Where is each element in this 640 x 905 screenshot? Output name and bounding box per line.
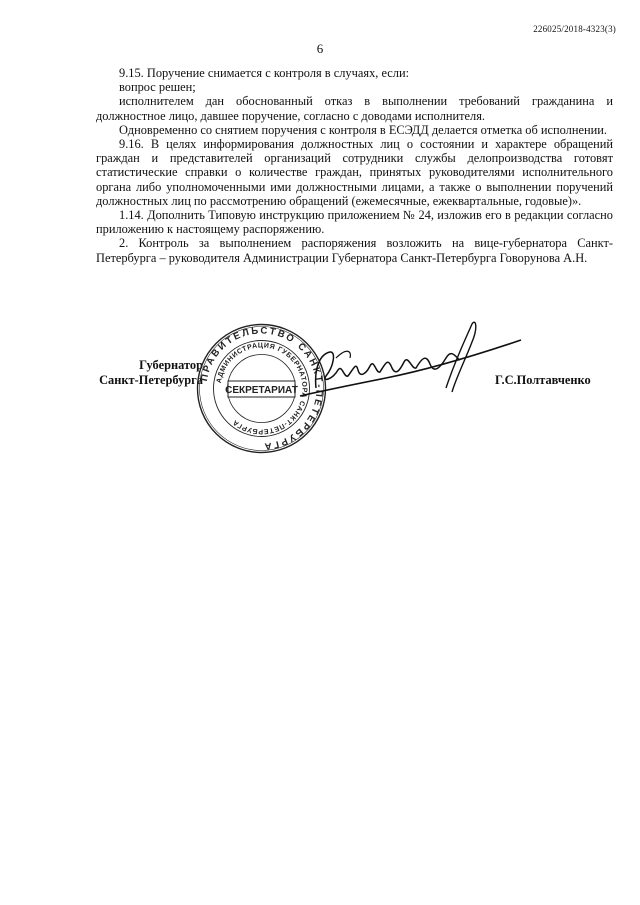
document-number: 226025/2018-4323(3)	[533, 24, 616, 34]
seal-outer-text: ПРАВИТЕЛЬСТВО САНКТ-ПЕТЕРБУРГА	[198, 325, 325, 452]
paragraph-9-15: 9.15. Поручение снимается с контроля в случаях, если:	[119, 66, 410, 80]
paragraph-issue-resolved: вопрос решен;	[119, 80, 196, 95]
paragraph-esedd-mark: Одновременно со снятием поручения с контроля в ЕСЭДД делается отметка об исполнении.	[119, 122, 607, 137]
signatory-title	[97, 358, 203, 388]
paragraph-justified-refusal: исполнителем дан обоснованный отказ в выполнении требований гражданина и должностное лицо, давшее поручение, согласно с доводами исполнителя.	[96, 94, 613, 123]
paragraph-2-control: 2. Контроль за выполнением распоряжения возложить на вице-губернатора Санкт-Петербурга – руководителя Администрации Губернатора Санкт-Петербурга Говорунова А.Н.	[96, 236, 613, 265]
seal-center-text: СЕКРЕТАРИАТ	[225, 385, 298, 396]
seal-inner-text: АДМИНИСТРАЦИЯ ГУБЕРНАТОРА САНКТ-ПЕТЕРБУРГА	[215, 342, 308, 435]
document-body	[96, 66, 613, 265]
signatory-title-line2: Санкт-Петербурга	[99, 373, 203, 387]
paragraph-1-14: 1.14. Дополнить Типовую инструкцию приложением № 24, изложив его в редакции согласно приложению к настоящему распоряжению.	[96, 208, 613, 237]
signatory-name: Г.С.Полтавченко	[495, 373, 591, 387]
signatory-title-line1: Губернатор	[139, 358, 203, 372]
page-number: 6	[316, 41, 324, 56]
handwritten-signature	[296, 318, 526, 408]
paragraph-9-16: 9.16. В целях информирования должностных лиц о состоянии и характере обращений граждан и представителей организаций сотрудники службы делопроизводства готовят статистические справки о количестве граждан, принятых руководителями исполнительного органа либо уполномоченными ими должностными лицами, а также о выполнении поручений должностных лиц по рассмотрению обращений (ежемесячные, ежеквартальные, годовые)».	[96, 137, 613, 208]
